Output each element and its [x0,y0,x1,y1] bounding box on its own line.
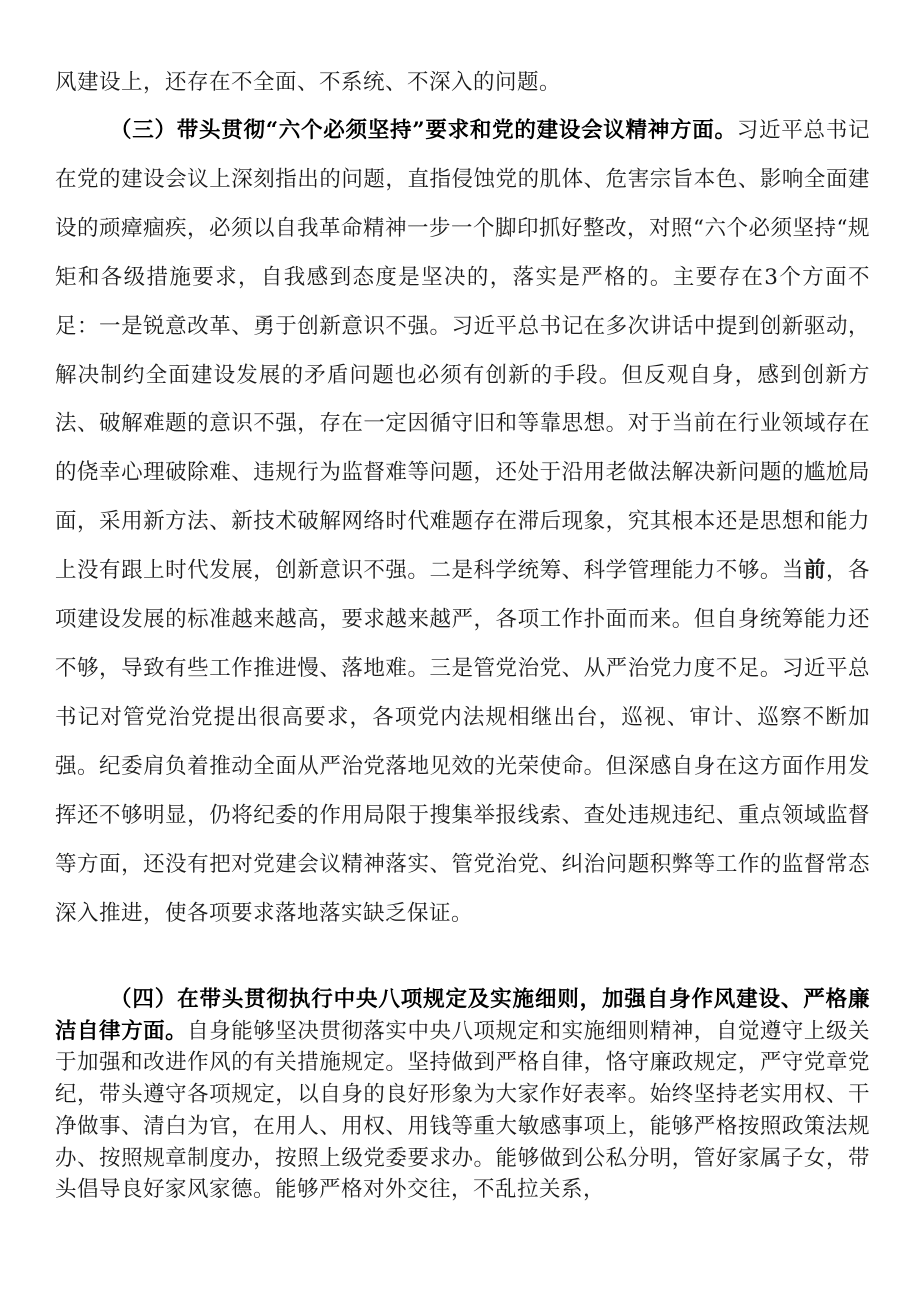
paragraph-section-three [55,107,870,938]
section-four-heading: （四）在带头贯彻执行中央八项规定及实施细则，加强自身作风建设、严格廉洁自律方面。 [55,987,870,1044]
section-four-body: 自身能够坚决贯彻落实中央八项规定和实施细则精神，自觉遵守上级关于加强和改进作风的有关措施规定。坚持做到严格自律，恪守廉政规定，严守党章党纪，带头遵守各项规定，以自身的良好形象为大家作好表率。始终坚持老实用权、干净做事、清白为官，在用人、用权、用钱等重大敏感事项上，能够严格按照政策法规办、按照规章制度办，按照上级党委要求办。能够做到公私分明，管好家属子女，带头倡导良好家风家德。能够严格对外交往，不乱拉关系， [55,1018,870,1203]
section-three-body-part1: 习近平总书记在党的建设会议上深刻指出的问题，直指侵蚀党的肌体、危害宗旨本色、影响全面建设的顽瘴痼疾，必须以自我革命精神一步一个脚印抓好整改，对照“六个必须坚持“规矩和各级措施要求，自我感到态度是坚决的，落实是严格的。主要存在3个方面不足：一是锐意改革、勇于创新意识不强。习近平总书记在多次讲话中提到创新驱动，解决制约全面建设发展的矛盾问题也必须有创新的手段。但反观自身，感到创新方法、破解难题的意识不强，存在一定因循守旧和等靠思想。对于当前在行业领域存在的侥幸心理破除难、违规行为监督难等问题，还处于沿用老做法解决新问题的尴尬局面，采用新方法、新技术破解网络时代难题存在滞后现象，究其根本还是思想和能力上没有跟上时代发展，创新意识不强。二是科学统筹、科学管理能力不够。当 [55,118,870,584]
section-three-heading: （三）带头贯彻“六个必须坚持”要求和党的建设会议精神方面。 [110,118,737,143]
top-fragment-text: 风建设上，还存在不全面、不系统、不深入的问题。 [55,70,562,95]
paragraph-top-fragment [55,58,870,107]
paragraph-section-four [55,984,870,1206]
section-three-bold-char: 前 [803,558,826,584]
section-three-body-part2: ，各项建设发展的标准越来越高，要求越来越严，各项工作扑面而来。但自身统筹能力还不够，导致有些工作推进慢、落地难。三是管党治党、从严治党力度不足。习近平总书记对管党治党提出很高要求，各项党内法规相继出台，巡视、审计、巡察不断加强。纪委肩负着推动全面从严治党落地见效的光荣使命。但深感自身在这方面作用发挥还不够明显，仍将纪委的作用局限于搜集举报线索、查处违规违纪、重点领域监督等方面，还没有把对党建会议精神落实、管党治党、纠治问题积弊等工作的监督常态深入推进，使各项要求落地落实缺乏保证。 [55,558,870,926]
